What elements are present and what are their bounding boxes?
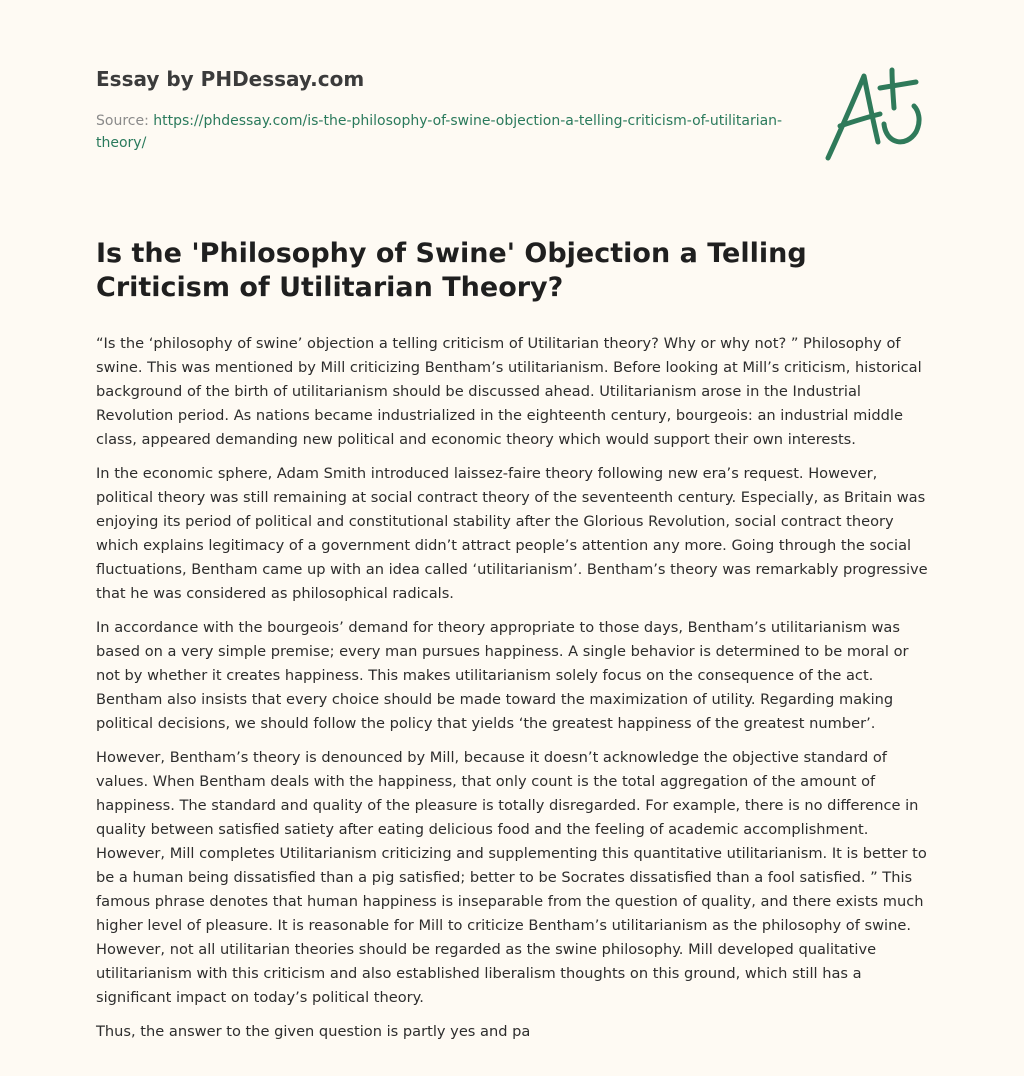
essay-paragraph: “Is the ‘philosophy of swine’ objection a telling criticism of Utilitarian theory? Why or why not? ” Philosophy of swine. This was mentioned by Mill criticizing Bentham’s utilitarianism. Before looking at Mill’s criticism, historical background of the birth of utilitarianism should be discussed ahead. Utilitarianism arose in the Industrial Revolution period. As nations became industrialized in the eighteenth century, bourgeois: an industrial middle class, appeared demanding new political and economic theory which would support their own interests. <box>96 335 922 448</box>
source-line <box>96 110 796 154</box>
essay-title: Is the 'Philosophy of Swine' Objection a Telling Criticism of Utilitarian Theory? <box>96 238 807 303</box>
essay-paragraph: In the economic sphere, Adam Smith introduced laissez-faire theory following new era’s request. However, political theory was still remaining at social contract theory of the seventeenth century. Especially, as Britain was enjoying its period of political and constitutional stability after the Glorious Revolution, social contract theory which explains legitimacy of a government didn’t attract people’s attention any more. Going through the social fluctuations, Bentham came up with an idea called ‘utilitarianism’. Bentham’s theory was remarkably progressive that he was considered as philosophical radicals. <box>96 465 928 602</box>
essay-paragraph: In accordance with the bourgeois’ demand for theory appropriate to those days, Bentham’s utilitarianism was based on a very simple premise; every man pursues happiness. A single behavior is determined to be moral or not by whether it creates happiness. This makes utilitarianism solely focus on the consequence of the act. Bentham also insists that every choice should be made toward the maximization of utility. Regarding making political decisions, we should follow the policy that yields ‘the greatest happiness of the greatest number’. <box>96 619 909 732</box>
source-link[interactable]: https://phdessay.com/is-the-philosophy-of-swine-objection-a-telling-criticism-of-utilitarian-theory/ <box>96 113 783 151</box>
source-label: Source: <box>96 113 154 129</box>
essay-body <box>96 332 930 1044</box>
essay-page <box>96 62 930 1054</box>
site-brand: Essay by PHDessay.com <box>96 67 365 91</box>
essay-paragraph: Thus, the answer to the given question is partly yes and pa <box>96 1023 531 1040</box>
essay-paragraph: However, Bentham’s theory is denounced by Mill, because it doesn’t acknowledge the objective standard of values. When Bentham deals with the happiness, that only count is the total aggregation of the amount of happiness. The standard and quality of the pleasure is totally disregarded. For example, there is no difference in quality between satisfied satiety after eating delicious food and the feeling of academic accomplishment. However, Mill completes Utilitarianism criticizing and supplementing this quantitative utilitarianism. It is better to be a human being dissatisfied than a pig satisfied; better to be Socrates dissatisfied than a fool satisfied. ” This famous phrase denotes that human happiness is inseparable from the question of quality, and there exists much higher level of pleasure. It is reasonable for Mill to criticize Bentham’s utilitarianism as the philosophy of swine. However, not all utilitarian theories should be regarded as the swine philosophy. Mill developed qualitative utilitarianism with this criticism and also established liberalism thoughts on this ground, which still has a significant impact on today’s political theory. <box>96 749 927 1006</box>
a-plus-grade-icon <box>818 62 930 166</box>
